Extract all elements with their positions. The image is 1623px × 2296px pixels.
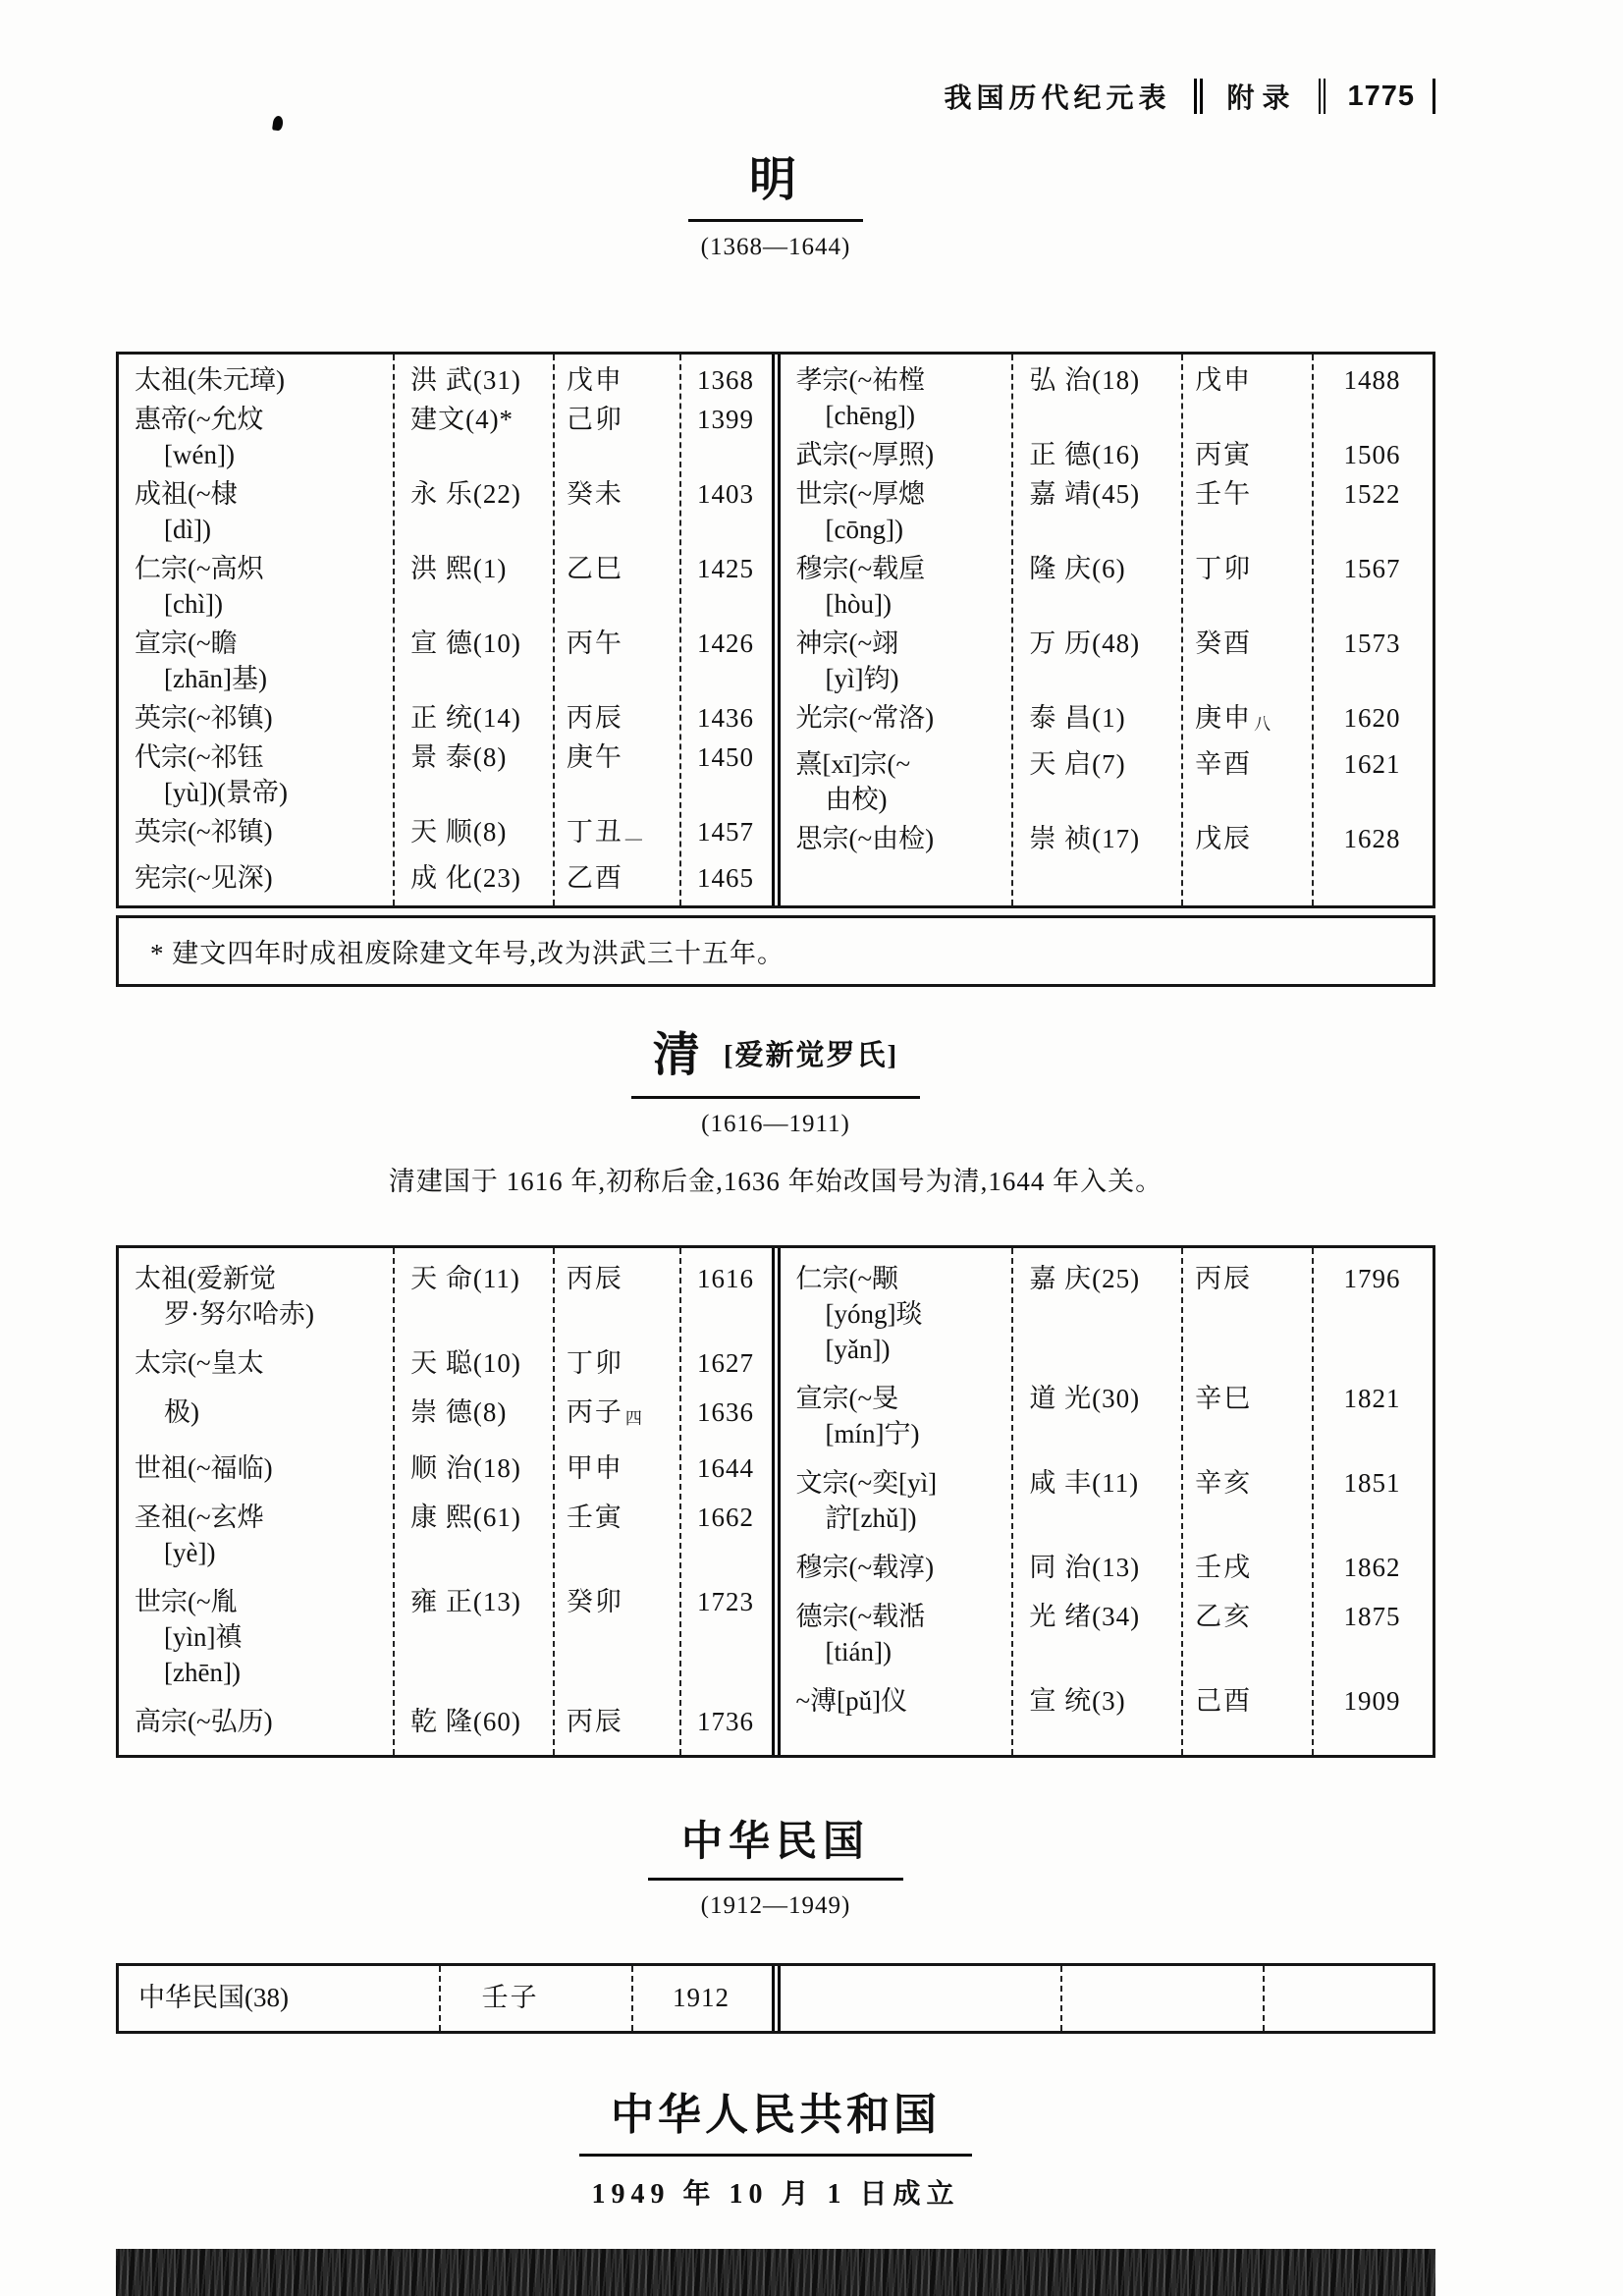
qing-date-range: (1616—1911) xyxy=(701,1111,850,1137)
era-cell: 泰 昌(1) xyxy=(1029,703,1126,733)
ming-table xyxy=(116,352,1435,908)
era-cell: 崇 德(8) xyxy=(410,1397,508,1427)
column-divider xyxy=(553,355,555,905)
year-cell: 1616 xyxy=(696,1264,754,1293)
column-divider xyxy=(679,1248,681,1755)
era-cell: 咸 丰(11) xyxy=(1029,1468,1140,1498)
year-cell: 1736 xyxy=(696,1707,754,1736)
emperor-name-line: 英宗(~祁镇) xyxy=(135,817,273,847)
emperor-name-line: [yè]) xyxy=(164,1538,216,1567)
page-number: 1775 xyxy=(1347,80,1415,112)
emperor-cell xyxy=(781,437,1012,472)
emperor-cell xyxy=(119,1394,393,1430)
cyclical-cell: 丁卯 xyxy=(566,1348,623,1378)
cyclical-cell: 丙辰 xyxy=(566,1264,623,1293)
emperor-name-line: 思宗(~由检) xyxy=(795,824,935,853)
year-cell: 1628 xyxy=(1343,824,1401,853)
prc-founding-date: 1949 年 10 月 1 日成立 xyxy=(591,2179,960,2210)
table-row xyxy=(781,819,1434,858)
cyclical-cell: 己卯 xyxy=(566,405,623,434)
emperor-name-line: 太祖(朱元璋) xyxy=(135,365,285,395)
ming-heading xyxy=(116,141,1435,222)
emperor-name-line: [mín]宁) xyxy=(825,1419,920,1449)
emperor-name-line: 武宗(~厚照) xyxy=(795,440,935,469)
column-divider xyxy=(393,1248,395,1755)
cyclical-cell: 壬午 xyxy=(1195,479,1253,509)
cyclical-cell: 丙辰 xyxy=(1195,1264,1253,1293)
emperor-cell xyxy=(781,746,1012,817)
era-cell: 顺 治(18) xyxy=(410,1453,521,1483)
emperor-cell xyxy=(119,1261,393,1332)
emperor-name-line: 文宗(~奕[yì] xyxy=(795,1468,938,1498)
year-cell: 1522 xyxy=(1343,479,1401,509)
table-row xyxy=(119,1493,772,1577)
double-bar-divider xyxy=(1319,79,1325,114)
section-ming xyxy=(116,141,1435,987)
table-row xyxy=(781,1254,1434,1374)
emperor-name-line: 德宗(~载湉 xyxy=(795,1602,926,1631)
era-cell: 万 历(48) xyxy=(1029,629,1141,658)
table-row xyxy=(119,1577,772,1697)
year-cell: 1436 xyxy=(696,703,754,733)
emperor-name-line: 太祖(爱新觉 xyxy=(135,1264,276,1293)
cyclical-cell: 辛亥 xyxy=(1195,1468,1253,1498)
scan-artifact-band xyxy=(116,2249,1435,2296)
emperor-name-line: 惠帝(~允炆 xyxy=(135,405,264,434)
era-cell: 天 顺(8) xyxy=(410,817,508,847)
emperor-name-line: [tián]) xyxy=(825,1637,892,1667)
cyclical-cell: 壬戌 xyxy=(1195,1553,1253,1582)
qing-intro-note: 清建国于 1616 年,初称后金,1636 年始改国号为清,1644 年入关。 xyxy=(388,1167,1163,1196)
era-cell: 嘉 靖(45) xyxy=(1029,479,1141,509)
cyclical-cell: 乙巳 xyxy=(566,554,623,583)
section-qing xyxy=(116,1016,1435,1758)
emperor-name-line: 由校) xyxy=(825,785,888,814)
emperor-cell xyxy=(781,362,1012,433)
year-cell: 1862 xyxy=(1343,1553,1401,1582)
era-cell: 隆 庆(6) xyxy=(1029,554,1126,583)
emperor-name-line: [zhēn]) xyxy=(164,1658,241,1687)
table-row xyxy=(781,1458,1434,1543)
emperor-name-line: [cōng]) xyxy=(825,515,903,544)
cyclical-cell: 乙酉 xyxy=(566,863,623,893)
section-roc xyxy=(116,1809,1435,2034)
emperor-name-line: 神宗(~翊 xyxy=(795,629,899,658)
prc-heading xyxy=(116,2079,1435,2157)
emperor-cell xyxy=(781,551,1012,622)
emperor-name-line: 世宗(~胤 xyxy=(135,1587,238,1616)
running-head xyxy=(116,0,1435,116)
era-cell: 同 治(13) xyxy=(1029,1553,1141,1582)
era-cell: 天 启(7) xyxy=(1029,749,1126,779)
emperor-cell xyxy=(119,1345,393,1381)
era-cell: 正 德(16) xyxy=(1029,440,1141,469)
emperor-name-line: 詝[zhǔ]) xyxy=(825,1503,917,1533)
cyclical-cell: 丙寅 xyxy=(1195,440,1253,469)
emperor-cell xyxy=(781,821,1012,856)
year-cell: 1621 xyxy=(1343,749,1401,779)
ming-title: 明 xyxy=(748,154,802,206)
year-cell: 1488 xyxy=(1343,365,1401,395)
year-cell: 1368 xyxy=(696,365,754,395)
table-row xyxy=(119,1444,772,1493)
cyclical-cell: 己酉 xyxy=(1195,1686,1253,1716)
emperor-name-line: 罗·努尔哈赤) xyxy=(164,1299,314,1329)
column-divider xyxy=(1181,1248,1183,1755)
year-cell: 1573 xyxy=(1343,629,1401,658)
qing-heading xyxy=(116,1016,1435,1099)
table-row xyxy=(781,474,1434,549)
year-cell: 1620 xyxy=(1343,703,1401,733)
era-cell: 洪 武(31) xyxy=(410,365,521,395)
era-cell: 景 泰(8) xyxy=(410,742,508,772)
qing-title: 清 xyxy=(652,1029,706,1081)
column-divider xyxy=(1312,1248,1314,1755)
emperor-name-line: 世宗(~厚熜 xyxy=(795,479,926,509)
cyclical-cell: 庚午 xyxy=(566,742,623,772)
emperor-name-line: 仁宗(~颙 xyxy=(795,1264,899,1293)
roc-table xyxy=(116,1963,1435,2034)
emperor-cell xyxy=(781,1550,1012,1585)
emperor-cell xyxy=(119,362,393,398)
qing-table xyxy=(116,1245,1435,1758)
table-row xyxy=(781,360,1434,435)
emperor-cell xyxy=(119,739,393,810)
cyclical-cell: 戊辰 xyxy=(1195,824,1253,853)
year-cell: 1567 xyxy=(1343,554,1401,583)
cyclical-subscript: 四 xyxy=(624,1409,644,1428)
year-cell: 1403 xyxy=(696,479,754,509)
year-cell: 1636 xyxy=(696,1397,754,1427)
emperor-name-line: [yóng]琰 xyxy=(825,1299,923,1329)
cyclical-cell: 丁卯 xyxy=(1195,554,1253,583)
emperor-name-line: [yì]钧) xyxy=(825,664,899,693)
emperor-name-line: 仁宗(~高炽 xyxy=(135,554,264,583)
year-cell: 1450 xyxy=(696,742,754,772)
emperor-cell xyxy=(119,551,393,622)
table-row xyxy=(119,1388,772,1444)
cyclical-cell: 癸酉 xyxy=(1195,629,1253,658)
emperor-cell xyxy=(119,626,393,696)
table-row xyxy=(119,549,772,624)
section-prc xyxy=(116,2079,1435,2212)
running-head-title: 我国历代纪元表 xyxy=(944,83,1171,114)
emperor-cell xyxy=(781,700,1012,736)
era-cell: 雍 正(13) xyxy=(410,1587,521,1616)
emperor-cell xyxy=(119,476,393,547)
emperor-cell xyxy=(781,626,1012,696)
roc-date-range: (1912—1949) xyxy=(700,1892,851,1919)
emperor-cell xyxy=(119,1500,393,1570)
cyclical-cell: 戊申 xyxy=(1195,365,1253,395)
cyclical-cell: 丙辰 xyxy=(566,703,623,733)
year-cell: 1909 xyxy=(1343,1686,1401,1716)
era-cell: 成 化(23) xyxy=(410,863,521,893)
roc-name-cell: 中华民国(38) xyxy=(138,1983,289,2012)
roc-table-left xyxy=(119,1966,772,2031)
emperor-cell xyxy=(781,476,1012,547)
cyclical-cell: 癸未 xyxy=(566,479,623,509)
table-row xyxy=(119,400,772,474)
emperor-name-line: ~溥[pǔ]仪 xyxy=(795,1686,908,1716)
table-row xyxy=(119,812,772,858)
year-cell: 1875 xyxy=(1343,1602,1401,1631)
emperor-cell xyxy=(119,1450,393,1486)
emperor-name-line: 孝宗(~祐樘 xyxy=(795,365,926,395)
era-cell: 正 统(14) xyxy=(410,703,521,733)
emperor-cell xyxy=(119,1584,393,1690)
prc-title: 中华人民共和国 xyxy=(611,2091,941,2139)
emperor-name-line: [yù])(景帝) xyxy=(164,778,288,807)
emperor-cell xyxy=(781,1261,1012,1367)
year-cell: 1425 xyxy=(696,554,754,583)
emperor-name-line: 穆宗(~载淳) xyxy=(795,1553,935,1582)
emperor-cell xyxy=(119,700,393,736)
cyclical-cell: 丙辰 xyxy=(566,1707,623,1736)
column-divider xyxy=(393,355,395,905)
emperor-name-line: [wén]) xyxy=(164,440,235,469)
year-cell: 1506 xyxy=(1343,440,1401,469)
column-divider xyxy=(439,1966,441,2031)
emperor-name-line: 宣宗(~旻 xyxy=(795,1384,899,1413)
era-cell: 嘉 庆(25) xyxy=(1029,1264,1141,1293)
emperor-name-line: 熹[xī]宗(~ xyxy=(795,749,911,779)
era-cell: 宣 统(3) xyxy=(1029,1686,1126,1716)
era-cell: 宣 德(10) xyxy=(410,629,521,658)
qing-table-right xyxy=(781,1248,1434,1755)
emperor-cell xyxy=(781,1683,1012,1719)
table-row xyxy=(119,1697,772,1746)
year-cell: 1723 xyxy=(696,1587,754,1616)
emperor-name-line: 宣宗(~瞻 xyxy=(135,629,238,658)
table-row xyxy=(781,1592,1434,1676)
year-cell: 1457 xyxy=(696,817,754,847)
cyclical-cell: 乙亥 xyxy=(1195,1602,1253,1631)
roc-title: 中华民国 xyxy=(680,1820,870,1865)
ming-footnote: * 建文四年时成祖废除建文年号,改为洪武三十五年。 xyxy=(116,915,1435,987)
cyclical-cell: 壬子 xyxy=(481,1983,539,2012)
emperor-cell xyxy=(119,402,393,472)
emperor-name-line: [yìn]禛 xyxy=(164,1622,243,1652)
cyclical-cell: 辛巳 xyxy=(1195,1384,1253,1413)
emperor-name-line: 宪宗(~见深) xyxy=(135,863,273,893)
year-cell: 1426 xyxy=(696,629,754,658)
column-divider xyxy=(553,1248,555,1755)
roc-heading xyxy=(116,1809,1435,1881)
year-cell: 1627 xyxy=(696,1348,754,1378)
double-bar-divider xyxy=(1194,79,1203,114)
emperor-name-line: [dì]) xyxy=(164,515,211,544)
running-head-section: 附录 xyxy=(1226,83,1298,114)
table-row xyxy=(781,1543,1434,1592)
emperor-name-line: [yǎn]) xyxy=(825,1335,891,1364)
column-divider xyxy=(1312,355,1314,905)
era-cell: 崇 祯(17) xyxy=(1029,824,1141,853)
cyclical-cell: 戊申 xyxy=(566,365,623,395)
table-row xyxy=(781,1374,1434,1458)
qing-clan-note: [爱新觉罗氏] xyxy=(723,1040,899,1071)
era-cell: 天 命(11) xyxy=(410,1264,520,1293)
cyclical-cell: 甲申 xyxy=(566,1453,623,1483)
emperor-name-line: 太宗(~皇太 xyxy=(135,1348,264,1378)
table-row xyxy=(119,698,772,738)
year-cell: 1465 xyxy=(696,863,754,893)
ming-table-left xyxy=(119,355,772,905)
cyclical-cell: 丁丑 — xyxy=(566,817,644,847)
qing-table-left xyxy=(119,1248,772,1755)
emperor-cell xyxy=(781,1381,1012,1451)
table-middle-divider xyxy=(772,355,781,905)
cyclical-subscript: — xyxy=(624,829,644,847)
era-cell: 道 光(30) xyxy=(1029,1384,1141,1413)
era-cell: 光 绪(34) xyxy=(1029,1602,1141,1631)
year-cell: 1796 xyxy=(1343,1264,1401,1293)
ming-table-right xyxy=(781,355,1434,905)
emperor-name-line: 极) xyxy=(164,1397,199,1427)
year-cell: 1912 xyxy=(673,1983,730,2012)
cyclical-cell: 丙午 xyxy=(566,629,623,658)
cyclical-cell: 壬寅 xyxy=(566,1503,623,1532)
era-cell: 天 聪(10) xyxy=(410,1348,521,1378)
table-row xyxy=(781,1676,1434,1725)
table-row xyxy=(119,858,772,898)
emperor-name-line: 穆宗(~载垕 xyxy=(795,554,926,583)
emperor-name-line: [chì]) xyxy=(164,589,223,619)
era-cell: 洪 熙(1) xyxy=(410,554,508,583)
emperor-name-line: [hòu]) xyxy=(825,589,892,619)
era-cell: 建文(4)* xyxy=(410,405,514,434)
cyclical-cell: 庚申 八 xyxy=(1195,703,1273,734)
table-row xyxy=(781,698,1434,744)
era-cell: 乾 隆(60) xyxy=(410,1707,521,1736)
emperor-name-line: 世祖(~福临) xyxy=(135,1453,273,1483)
table-row xyxy=(119,1254,772,1339)
table-row xyxy=(781,624,1434,698)
cyclical-subscript: 八 xyxy=(1254,715,1273,734)
era-cell: 永 乐(22) xyxy=(410,479,521,509)
column-divider xyxy=(1011,355,1013,905)
roc-table-right xyxy=(781,1966,1434,2031)
table-row xyxy=(119,624,772,698)
emperor-name-line: 英宗(~祁镇) xyxy=(135,703,273,733)
column-divider xyxy=(1060,1966,1062,2031)
table-row xyxy=(119,1339,772,1388)
year-cell: 1399 xyxy=(696,405,754,434)
table-row xyxy=(781,744,1434,819)
year-cell: 1662 xyxy=(696,1503,754,1532)
column-divider xyxy=(1011,1248,1013,1755)
single-bar-divider xyxy=(1433,79,1435,114)
column-divider xyxy=(679,355,681,905)
emperor-name-line: 成祖(~棣 xyxy=(135,479,238,509)
emperor-name-line: 代宗(~祁钰 xyxy=(135,742,264,772)
table-row xyxy=(119,738,772,812)
table-row xyxy=(781,549,1434,624)
era-cell: 弘 治(18) xyxy=(1029,365,1141,395)
table-row xyxy=(119,360,772,400)
table-middle-divider xyxy=(772,1248,781,1755)
year-cell: 1821 xyxy=(1343,1384,1401,1413)
cyclical-cell: 癸卯 xyxy=(566,1587,623,1616)
emperor-cell xyxy=(781,1599,1012,1669)
table-middle-divider xyxy=(772,1966,781,2031)
emperor-name-line: 高宗(~弘历) xyxy=(135,1707,273,1736)
era-cell: 康 熙(61) xyxy=(410,1503,521,1532)
emperor-name-line: 光宗(~常洛) xyxy=(795,703,935,733)
table-row xyxy=(119,474,772,549)
emperor-cell xyxy=(119,860,393,896)
year-cell: 1644 xyxy=(696,1453,754,1483)
emperor-cell xyxy=(781,1465,1012,1536)
cyclical-cell: 辛酉 xyxy=(1195,749,1253,779)
table-row xyxy=(119,1978,772,2017)
emperor-cell xyxy=(119,814,393,849)
emperor-name-line: 圣祖(~玄烨 xyxy=(135,1503,264,1532)
cyclical-cell: 丙子 四 xyxy=(566,1397,644,1428)
table-row xyxy=(781,435,1434,474)
emperor-name-line: [chēng]) xyxy=(825,401,915,430)
ming-date-range: (1368—1644) xyxy=(700,234,851,260)
column-divider xyxy=(1181,355,1183,905)
column-divider xyxy=(631,1966,633,2031)
year-cell: 1851 xyxy=(1343,1468,1401,1498)
emperor-cell xyxy=(119,1704,393,1739)
emperor-name-line: [zhān]基) xyxy=(164,664,267,693)
column-divider xyxy=(1263,1966,1265,2031)
